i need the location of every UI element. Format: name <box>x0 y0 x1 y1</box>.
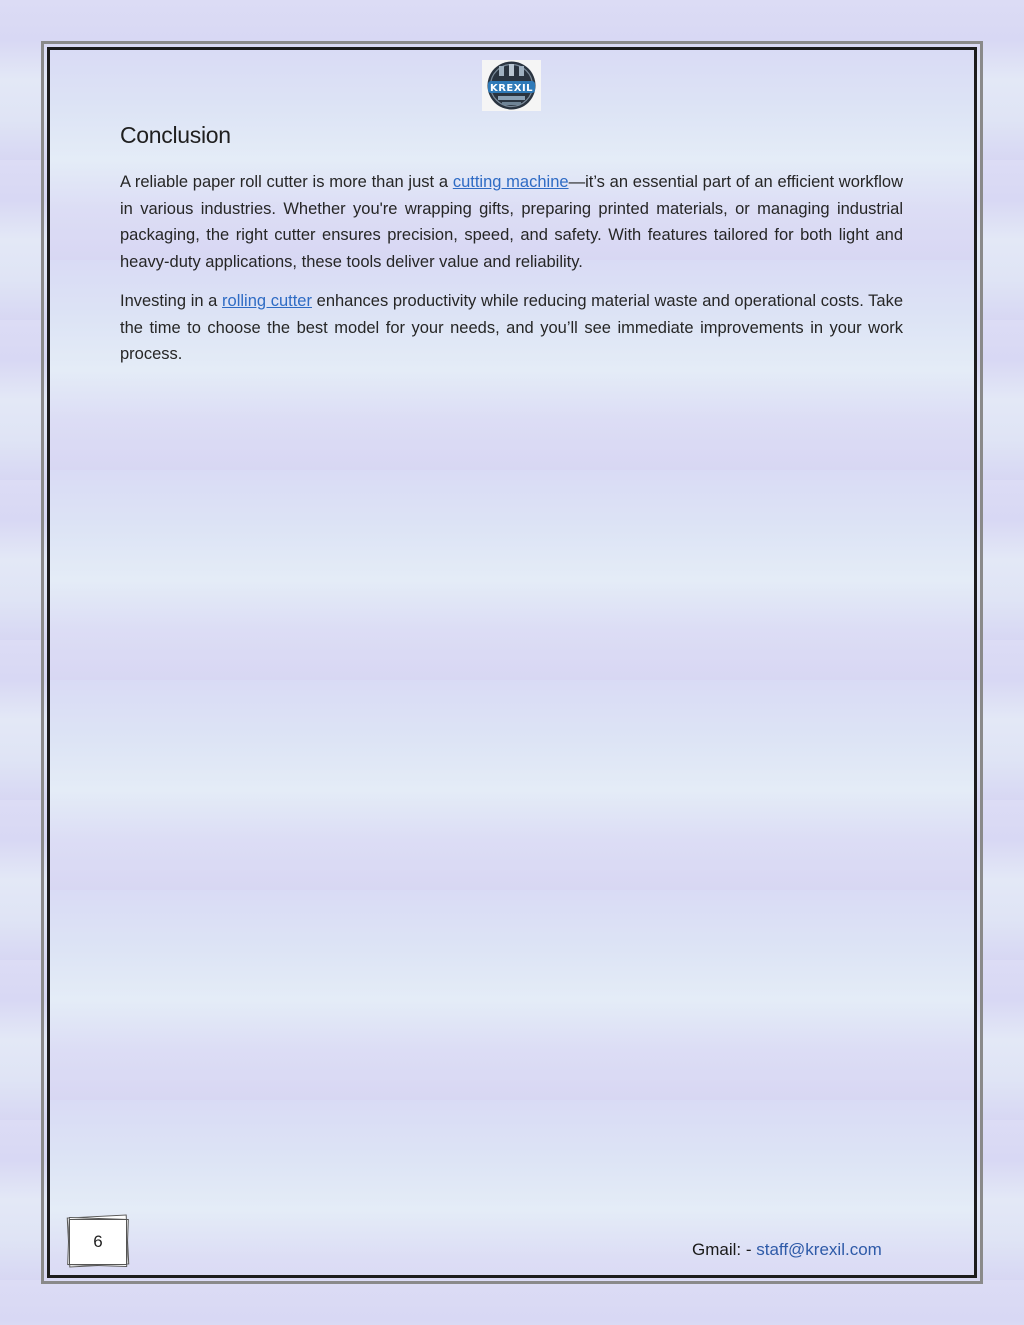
page-title: Conclusion <box>120 122 231 148</box>
cutting-machine-link[interactable]: cutting machine <box>452 173 569 191</box>
email-label: Gmail: - <box>692 1240 757 1259</box>
email-address[interactable]: staff@krexil.com <box>756 1240 882 1259</box>
page-number: 6 <box>69 1219 127 1265</box>
paragraph-conclusion <box>120 169 903 275</box>
paragraph-text: —it’s an essential part of an efficient workflow in various industries. Whether you're wrapping gifts, preparing printed materials, or managing industrial packaging, the right cutter ensures precision, speed, and safety. With features tailored for both light and heavy-duty applications, these tools deliver value and reliability. <box>120 173 903 271</box>
paragraph-text: enhances productivity while reducing material waste and operational costs. Take the time to choose the best model for your needs, and you’ll see immediate improvements in your work process. <box>120 292 904 363</box>
rolling-cutter-link[interactable]: rolling cutter <box>222 292 312 310</box>
krexil-logo <box>482 60 541 111</box>
paragraph-text: Investing in a <box>120 292 223 310</box>
page-number-box <box>66 1216 130 1268</box>
footer-email <box>692 1240 882 1260</box>
logo-text: KREXIL <box>489 83 534 94</box>
paragraph-investing <box>120 288 903 368</box>
paragraph-text: A reliable paper roll cutter is more than just a <box>120 173 453 191</box>
